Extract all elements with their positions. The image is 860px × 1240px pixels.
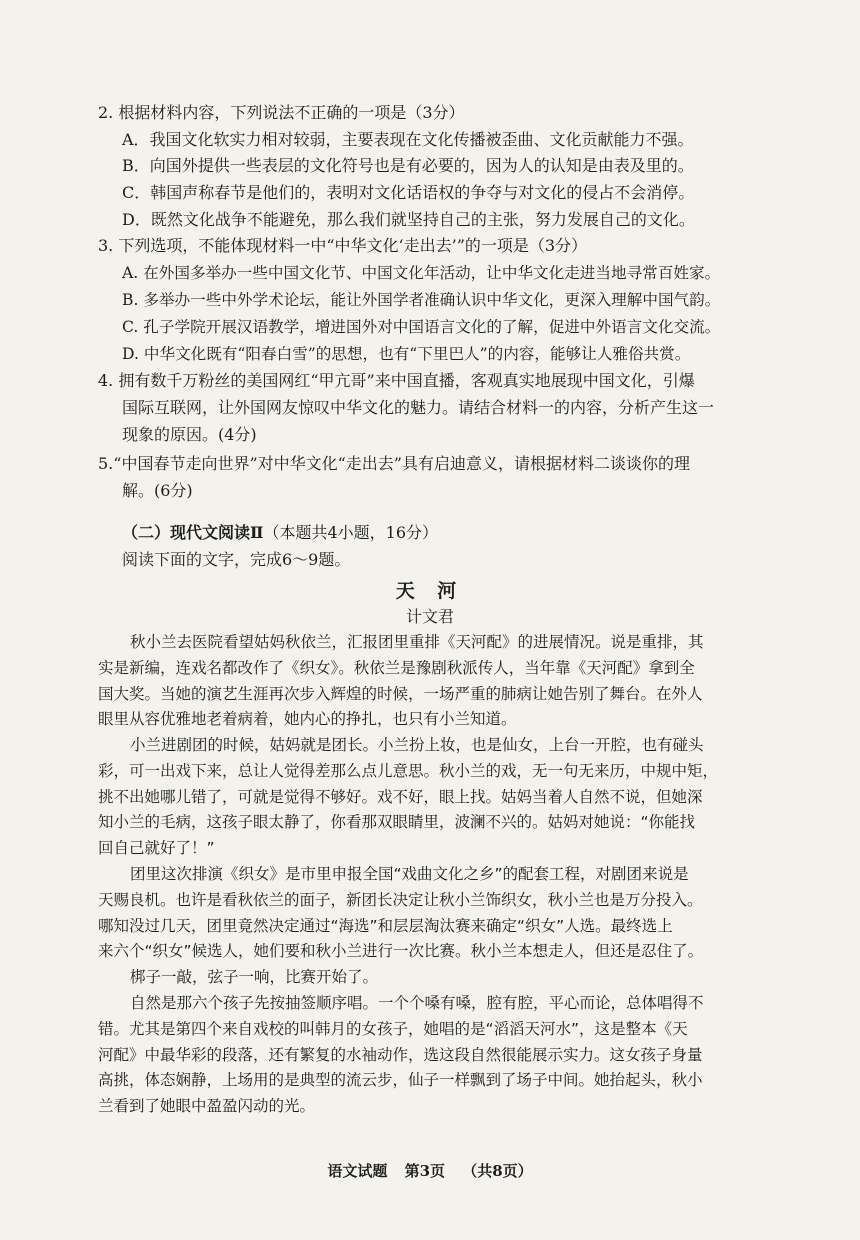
article-paragraph-2 bbox=[98, 733, 770, 862]
section-instruction: 阅读下面的文字，完成6～9题。 bbox=[122, 550, 351, 569]
question-4 bbox=[98, 367, 778, 448]
question-3-option-c: C. 孔子学院开展汉语教学，增进国外对中国语言文化的了解，促进中外语言文化交流。 bbox=[122, 318, 721, 336]
article-paragraph-4 bbox=[98, 965, 770, 991]
page-footer bbox=[0, 1160, 860, 1181]
question-3-option-a: A. 在外国多举办一些中国文化节、中国文化年活动，让中华文化走进当地寻常百姓家。 bbox=[122, 264, 721, 282]
question-2-stem: 2. 根据材料内容，下列说法不正确的一项是（3分） bbox=[98, 103, 465, 122]
footer-page-number: 第3页 bbox=[404, 1162, 445, 1180]
paragraph-line: 自然是那六个孩子先按抽签顺序唱。一个个嗓有嗓，腔有腔，平心而论，总体唱得不 bbox=[130, 994, 704, 1012]
paragraph-line: 实是新编，连戏名都改作了《织女》。秋依兰是豫剧秋派传人，当年靠《天河配》拿到全 bbox=[98, 658, 695, 677]
paragraph-line: 团里这次排演《织女》是市里申报全国“戏曲文化之乡”的配套工程，对剧团来说是 bbox=[130, 865, 689, 883]
paragraph-line: 回自己就好了！” bbox=[98, 839, 215, 858]
article-paragraph-5 bbox=[98, 991, 770, 1120]
section-heading-title: （二）现代文阅读Ⅱ bbox=[122, 523, 264, 542]
question-2-option-d: D．既然文化战争不能避免，那么我们就坚持自己的主张，努力发展自己的文化。 bbox=[122, 210, 695, 229]
paragraph-line: 小兰进剧团的时候，姑妈就是团长。小兰扮上妆，也是仙女，上台一开腔，也有碰头 bbox=[130, 736, 704, 754]
question-4-line: 国际互联网，让外国网友惊叹中华文化的魅力。请结合材料一的内容，分析产生这一 bbox=[122, 398, 715, 417]
paragraph-line: 彩，可一出戏下来，总让人觉得差那么点儿意思。秋小兰的戏，无一句无来历，中规中矩， bbox=[98, 761, 719, 780]
paragraph-line: 秋小兰去医院看望姑妈秋依兰，汇报团里重排《天河配》的进展情况。说是重排，其 bbox=[130, 633, 704, 651]
footer-subject: 语文试题 bbox=[327, 1162, 388, 1180]
paragraph-line: 哪知没过几天，团里竟然决定通过“海选”和层层淘汰赛来确定“织女”人选。最终选上 bbox=[98, 916, 673, 935]
question-2-option-c: C．韩国声称春节是他们的，表明对文化话语权的争夺与对文化的侵占不会消停。 bbox=[122, 183, 695, 202]
article-paragraph-3 bbox=[98, 862, 770, 965]
paragraph-line: 眼里从容优雅地老着病着，她内心的挣扎，也只有小兰知道。 bbox=[98, 710, 517, 729]
question-4-line: 4. 拥有数千万粉丝的美国网红“甲亢哥”来中国直播，客观真实地展现中国文化，引爆 bbox=[98, 371, 695, 390]
article-author: 计文君 bbox=[405, 607, 454, 626]
question-5-line: 5.“中国春节走向世界”对中华文化“走出去”具有启迪意义，请根据材料二谈谈你的理 bbox=[98, 454, 690, 473]
paragraph-line: 天赐良机。也许是看秋依兰的面子，新团长决定让秋小兰饰织女，秋小兰也是万分投入。 bbox=[98, 890, 703, 909]
question-3-stem: 3. 下列选项，不能体现材料一中“中华文化‘走出去’”的一项是（3分） bbox=[98, 236, 588, 255]
section-heading-note: （本题共4小题，16分） bbox=[263, 523, 439, 542]
paragraph-line: 来六个“织女”候选人，她们要和秋小兰进行一次比赛。秋小兰本想走人，但还是忍住了。 bbox=[98, 942, 704, 961]
paragraph-line: 兰看到了她眼中盈盈闪动的光。 bbox=[98, 1097, 316, 1116]
question-3-option-d: D. 中华文化既有“阳春白雪”的思想，也有“下里巴人”的内容，能够让人雅俗共赏。 bbox=[122, 345, 691, 363]
footer-total-pages: （共8页） bbox=[462, 1162, 533, 1180]
question-5-line: 解。(6分) bbox=[122, 481, 193, 500]
article-title: 天 河 bbox=[395, 580, 465, 602]
question-4-line: 现象的原因。(4分) bbox=[122, 425, 257, 444]
article-paragraph-1 bbox=[98, 630, 770, 733]
paragraph-line: 挑不出她哪儿错了，可就是觉得不够好。戏不好，眼上找。姑妈当着人自然不说，但她深 bbox=[98, 787, 703, 806]
paragraph-line: 国大奖。当她的演艺生涯再次步入辉煌的时候，一场严重的肺病让她告别了舞台。在外人 bbox=[98, 684, 703, 703]
paragraph-line: 河配》中最华彩的段落，还有繁复的水袖动作，选这段自然很能展示实力。这女孩子身量 bbox=[98, 1045, 703, 1064]
question-2-option-a: A．我国文化软实力相对较弱，主要表现在文化传播被歪曲、文化贡献能力不强。 bbox=[122, 130, 694, 149]
paragraph-line: 知小兰的毛病，这孩子眼太静了，你看那双眼睛里，波澜不兴的。姑妈对她说：“你能找 bbox=[98, 813, 696, 832]
paragraph-line: 梆子一敲，弦子一响，比赛开始了。 bbox=[130, 968, 379, 986]
section-heading bbox=[122, 520, 438, 546]
paragraph-line: 高挑，体态娴静，上场用的是典型的流云步，仙子一样飘到了场子中间。她抬起头，秋小 bbox=[98, 1071, 703, 1090]
question-2-option-b: B．向国外提供一些表层的文化符号也是有必要的，因为人的认知是由表及里的。 bbox=[122, 156, 694, 175]
question-3-option-b: B. 多举办一些中外学术论坛，能让外国学者准确认识中华文化，更深入理解中国气韵。 bbox=[122, 291, 721, 309]
question-5 bbox=[98, 450, 778, 504]
paragraph-line: 错。尤其是第四个来自戏校的叫韩月的女孩子，她唱的是“滔滔天河水”，这是整本《天 bbox=[98, 1019, 688, 1038]
